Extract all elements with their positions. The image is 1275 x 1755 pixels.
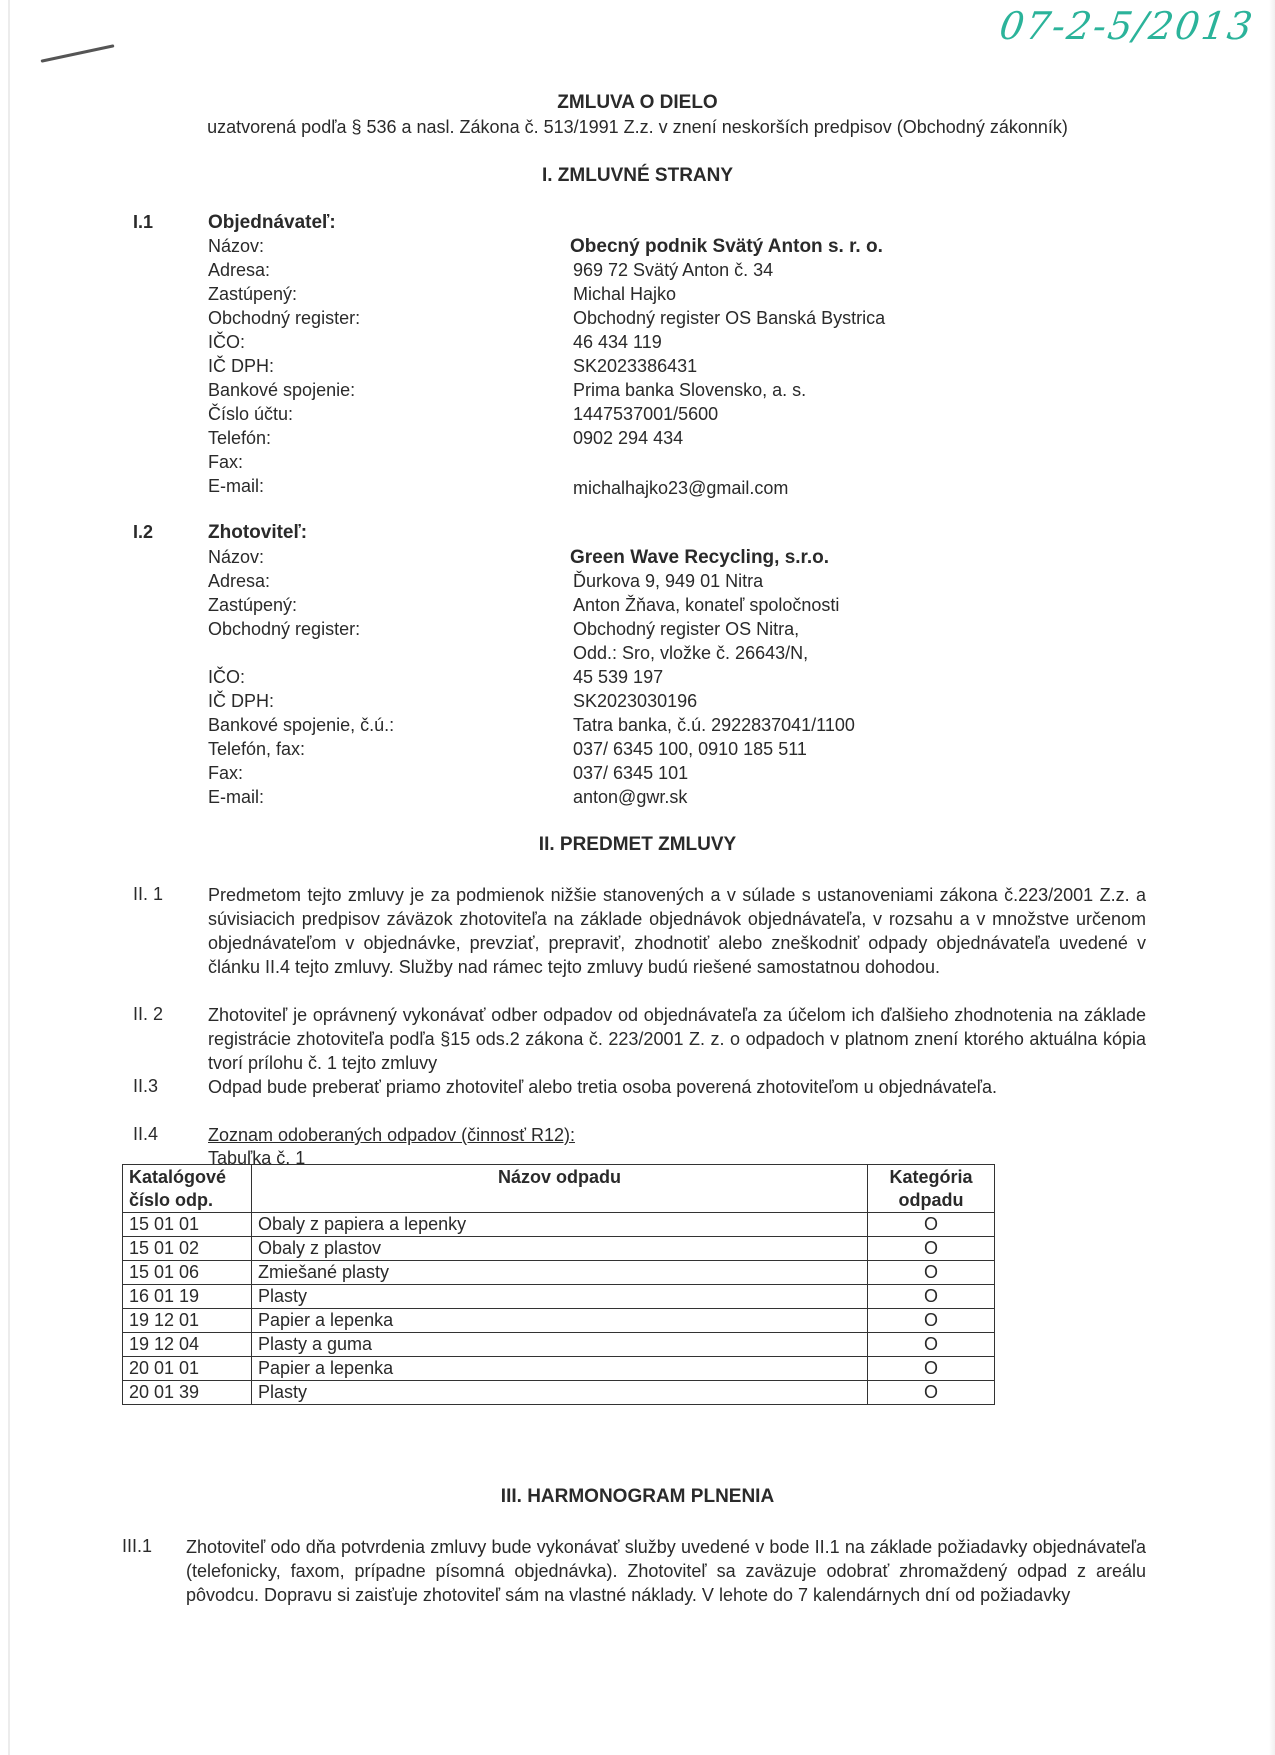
field-label: IČO: (208, 667, 246, 687)
field-value: Obchodný register OS Banská Bystrica (573, 308, 886, 328)
field-value: 46 434 119 (573, 332, 662, 352)
waste-category: O (868, 1213, 995, 1237)
field-label: Bankové spojenie, č.ú.: (208, 715, 395, 735)
field-value: Michal Hajko (573, 284, 677, 304)
waste-category: O (868, 1381, 995, 1405)
table-header-row (123, 1165, 995, 1213)
field-value: Ďurkova 9, 949 01 Nitra (573, 571, 764, 591)
field-value: Anton Žňava, konateľ spoločnosti (573, 595, 840, 615)
field-label: Bankové spojenie: (208, 380, 356, 400)
field-value: 037/ 6345 100, 0910 185 511 (573, 739, 807, 759)
field-value: Obchodný register OS Nitra, (573, 619, 800, 639)
field-label: Adresa: (208, 571, 271, 591)
field-label: Názov: (208, 236, 265, 256)
field-value: Obecný podnik Svätý Anton s. r. o. (570, 236, 883, 257)
field-label: Adresa: (208, 260, 271, 280)
field-label: Obchodný register: (208, 308, 361, 328)
waste-name: Papier a lepenka (252, 1309, 868, 1333)
party2-number: I.2 (133, 522, 154, 542)
clause-number: II. 2 (133, 1004, 164, 1024)
clause-number: II.4 (133, 1124, 159, 1144)
field-value: SK2023386431 (573, 356, 698, 376)
table-row (123, 1357, 995, 1381)
waste-category: O (868, 1309, 995, 1333)
catalog-number: 20 01 01 (123, 1357, 252, 1381)
catalog-number: 16 01 19 (123, 1285, 252, 1309)
field-label: Číslo účtu: (208, 404, 294, 424)
field-label: Zastúpený: (208, 284, 298, 304)
pen-stroke-mark (41, 44, 115, 63)
field-value: 45 539 197 (573, 667, 664, 687)
waste-name: Obaly z papiera a lepenky (252, 1213, 868, 1237)
field-value: Tatra banka, č.ú. 2922837041/1100 (573, 715, 855, 735)
section2-heading: II. PREDMET ZMLUVY (538, 834, 737, 855)
handwritten-reference-number: 07-2-5/2013 (996, 4, 1257, 48)
field-value: Odd.: Sro, vložke č. 26643/N, (573, 643, 809, 663)
waste-category: O (868, 1261, 995, 1285)
clause-text: Odpad bude preberať priamo zhotoviteľ alebo tretia osoba poverená zhotoviteľom u objednávateľa. (208, 1077, 998, 1097)
table-row (123, 1237, 995, 1261)
field-label: Telefón: (208, 428, 272, 448)
field-value: SK2023030196 (573, 691, 698, 711)
field-value: 037/ 6345 101 (573, 763, 689, 783)
catalog-number: 19 12 04 (123, 1333, 252, 1357)
field-value: 1447537001/5600 (573, 404, 719, 424)
waste-category: O (868, 1333, 995, 1357)
catalog-number: 20 01 39 (123, 1381, 252, 1405)
field-value: Green Wave Recycling, s.r.o. (570, 547, 830, 568)
waste-name: Plasty (252, 1285, 868, 1309)
section1-heading: I. ZMLUVNÉ STRANY (541, 165, 734, 186)
waste-category: O (868, 1237, 995, 1261)
catalog-number: 15 01 01 (123, 1213, 252, 1237)
column-header: Katalógové číslo odp. (123, 1165, 252, 1213)
field-label: E-mail: (208, 787, 265, 807)
waste-name: Papier a lepenka (252, 1357, 868, 1381)
section3-heading: III. HARMONOGRAM PLNENIA (500, 1486, 775, 1507)
clause-number: II. 1 (133, 884, 164, 904)
catalog-number: 15 01 06 (123, 1261, 252, 1285)
waste-category: O (868, 1357, 995, 1381)
waste-name: Plasty a guma (252, 1333, 868, 1357)
clause-text: Predmetom tejto zmluvy je za podmienok nižšie stanovených a v súlade s ustanoveniami zákona č.223/2001 Z.z. a súvisiacich predpisov záväzok zhotoviteľa na základe objednávok objednávateľa, v rozsahu a v množstve určenom objednávateľom v objednávke, prevziať, prepraviť, zhodnotiť alebo zneškodniť odpady objednávateľa uvedené v článku II.4 tejto zmluvy. Služby nad rámec tejto zmluvy budú riešené samostatnou dohodou. (208, 885, 1146, 977)
table-row (123, 1213, 995, 1237)
catalog-number: 19 12 01 (123, 1309, 252, 1333)
clause-text: Zoznam odoberaných odpadov (činnosť R12): (208, 1125, 575, 1145)
table-row (123, 1333, 995, 1357)
field-label: Telefón, fax: (208, 739, 306, 759)
waste-category: O (868, 1285, 995, 1309)
table-row (123, 1261, 995, 1285)
field-label: Zastúpený: (208, 595, 298, 615)
field-label: E-mail: (208, 476, 265, 496)
party1-number: I.1 (133, 212, 154, 232)
clause-text: Zhotoviteľ odo dňa potvrdenia zmluvy bude vykonávať služby uvedené v bode II.1 na základe požiadavky objednávateľa (telefonicky, faxom, prípadne písomná objednávka). Zhotoviteľ sa zaväzuje odobrať zhromaždený odpad z areálu pôvodcu. Dopravu si zaisťuje zhotoviteľ sám na vlastné náklady. V lehote do 7 kalendárnych dní od požiadavky (186, 1537, 1146, 1605)
field-label: Fax: (208, 763, 244, 783)
catalog-number: 15 01 02 (123, 1237, 252, 1261)
field-value: 969 72 Svätý Anton č. 34 (573, 260, 774, 280)
field-value: 0902 294 434 (573, 428, 684, 448)
document-subtitle: uzatvorená podľa § 536 a nasl. Zákona č. 513/1991 Z.z. v znení neskorších predpisov (Obchodný zákonník) (207, 117, 1068, 137)
field-value: michalhajko23@gmail.com (573, 478, 789, 498)
clause-number: III.1 (122, 1536, 153, 1556)
waste-table (122, 1164, 995, 1405)
column-header: Názov odpadu (252, 1165, 868, 1213)
field-label: IČO: (208, 332, 246, 352)
party2-role: Zhotoviteľ: (208, 522, 308, 543)
field-label: Názov: (208, 547, 265, 567)
column-header: Kategória odpadu (868, 1165, 995, 1213)
waste-name: Obaly z plastov (252, 1237, 868, 1261)
table-row (123, 1309, 995, 1333)
table-row (123, 1381, 995, 1405)
clause-number: II.3 (133, 1076, 159, 1096)
field-value: anton@gwr.sk (573, 787, 688, 807)
table-caption: Tabuľka č. 1 (208, 1148, 306, 1168)
waste-name: Plasty (252, 1381, 868, 1405)
field-value: Prima banka Slovensko, a. s. (573, 380, 807, 400)
waste-name: Zmiešané plasty (252, 1261, 868, 1285)
field-label: IČ DPH: (208, 356, 275, 376)
field-label: IČ DPH: (208, 691, 275, 711)
field-label: Obchodný register: (208, 619, 361, 639)
clause-text: Zhotoviteľ je oprávnený vykonávať odber odpadov od objednávateľa za účelom ich ďalšieho zhodnotenia na základe registrácie zhotoviteľa podľa §15 ods.2 zákona č. 223/2001 Z. z. o odpadoch v platnom znení ktorého aktuálna kópia tvorí prílohu č. 1 tejto zmluvy (208, 1005, 1146, 1073)
table-row (123, 1285, 995, 1309)
party1-role: Objednávateľ: (208, 212, 336, 233)
field-label: Fax: (208, 452, 244, 472)
document-title: ZMLUVA O DIELO (557, 92, 718, 113)
